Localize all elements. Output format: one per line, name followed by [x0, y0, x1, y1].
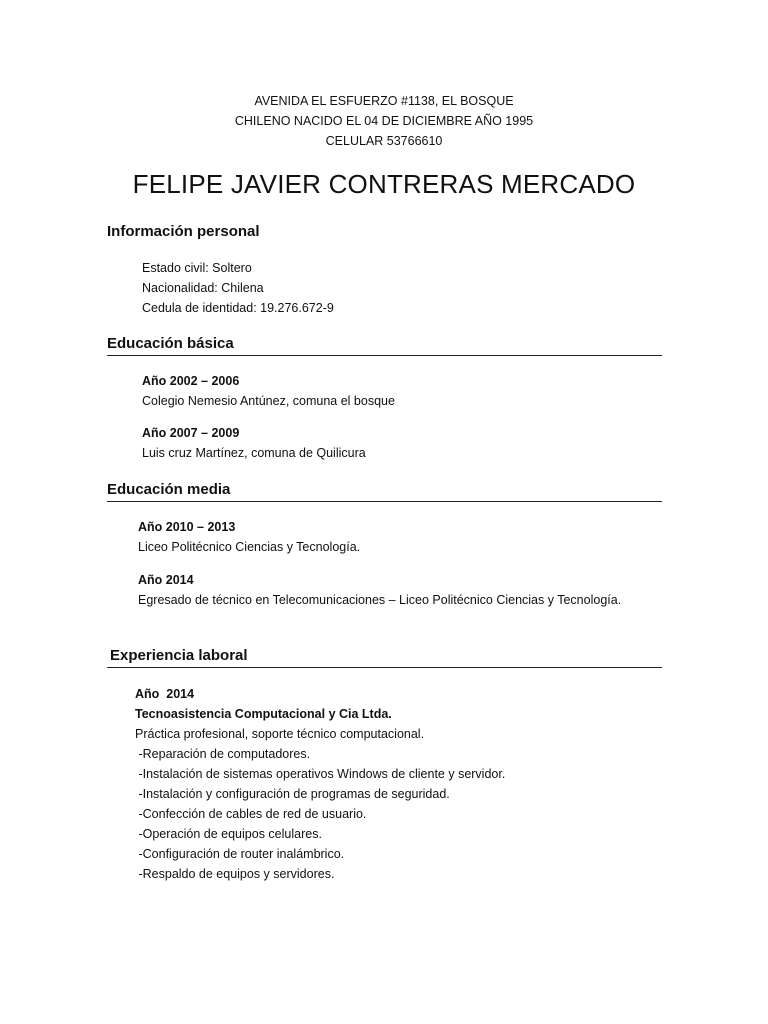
personal-info-list — [142, 258, 334, 318]
birth-line: CHILENO NACIDO EL 04 DE DICIEMBRE AÑO 1995 — [234, 114, 534, 128]
marital-status: Estado civil: Soltero — [142, 261, 252, 275]
task-item: -Operación de equipos celulares. — [135, 827, 322, 841]
section-divider — [107, 355, 662, 356]
section-divider — [107, 501, 662, 502]
education-school: Colegio Nemesio Antúnez, comuna el bosque — [142, 394, 395, 408]
education-school: Egresado de técnico en Telecomunicaciones – Liceo Politécnico Ciencias y Tecnología. — [138, 593, 622, 607]
task-item: -Configuración de router inalámbrico. — [135, 847, 345, 861]
experience-entry — [135, 684, 505, 884]
section-title-basic-education: Educación básica — [107, 335, 234, 352]
section-title-secondary-education: Educación media — [107, 481, 231, 498]
phone-line: CELULAR 53766610 — [325, 134, 443, 148]
company-name: Tecnoasistencia Computacional y Cia Ltda. — [135, 707, 392, 721]
section-title-personal: Información personal — [107, 223, 260, 240]
address-line: AVENIDA EL ESFUERZO #1138, EL BOSQUE — [254, 94, 514, 108]
education-years: Año 2007 – 2009 — [142, 426, 240, 440]
section-divider — [107, 667, 662, 668]
basic-education-entry — [142, 423, 366, 463]
basic-education-entry — [142, 371, 395, 411]
education-school: Luis cruz Martínez, comuna de Quilicura — [142, 446, 366, 460]
nationality: Nacionalidad: Chilena — [142, 281, 264, 295]
job-role: Práctica profesional, soporte técnico computacional. — [135, 727, 425, 741]
experience-year: Año 2014 — [135, 687, 195, 701]
task-item: -Instalación y configuración de programas de seguridad. — [135, 787, 450, 801]
task-item: -Respaldo de equipos y servidores. — [135, 867, 335, 881]
secondary-education-entry — [138, 517, 360, 557]
id-number: Cedula de identidad: 19.276.672-9 — [142, 301, 334, 315]
task-item: -Reparación de computadores. — [135, 747, 311, 761]
section-title-experience: Experiencia laboral — [110, 647, 248, 664]
full-name: FELIPE JAVIER CONTRERAS MERCADO — [132, 169, 636, 199]
education-years: Año 2002 – 2006 — [142, 374, 240, 388]
task-item: -Confección de cables de red de usuario. — [135, 807, 367, 821]
task-item: -Instalación de sistemas operativos Windows de cliente y servidor. — [135, 767, 506, 781]
education-years: Año 2014 — [138, 573, 194, 587]
contact-header — [0, 91, 768, 151]
education-school: Liceo Politécnico Ciencias y Tecnología. — [138, 540, 361, 554]
education-years: Año 2010 – 2013 — [138, 520, 236, 534]
secondary-education-entry — [138, 570, 621, 610]
